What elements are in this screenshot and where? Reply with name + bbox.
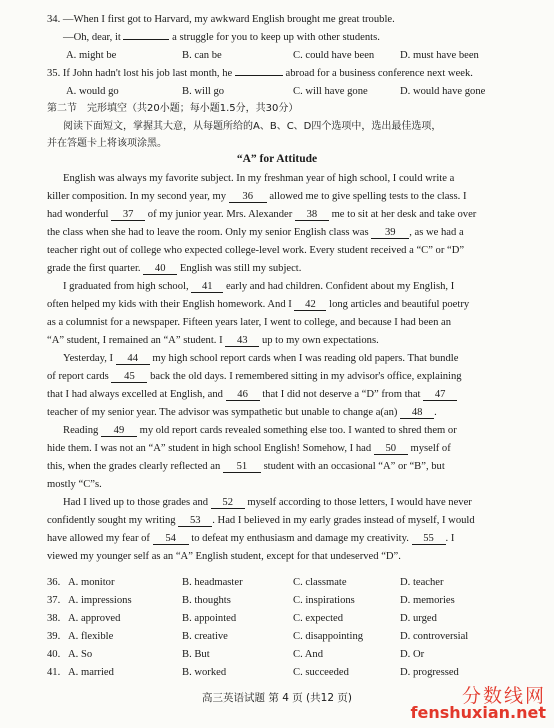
p4-line2: hide them. I was not an “A” student in high school English! Somehow, I had 50 myself of	[47, 443, 451, 454]
option-d: D. controversial	[400, 631, 469, 642]
page-footer: 高三英语试题 第 4 页 (共12 页)	[202, 692, 352, 704]
option-b: B. But	[182, 649, 210, 660]
option-d: D. memories	[400, 595, 455, 606]
p4-line1: Reading 49 my old report cards revealed something else too. I wanted to shred them or	[63, 425, 457, 436]
option-d: D. Or	[400, 649, 425, 660]
option-d: D. progressed	[400, 667, 459, 678]
q34-stem: 34. —When I first got to Harvard, my awkward English brought me great trouble.	[47, 14, 395, 25]
p3-line2: of report cards 45 back the old days. I remembered sitting in my advisor's office, explaining	[47, 371, 462, 382]
p5-line1: Had I lived up to those grades and 52 myself according to those letters, I would have never	[63, 497, 472, 508]
blank-50: 50	[374, 443, 408, 455]
blank-42: 42	[294, 299, 326, 311]
section-header: 第二节 完形填空（共20小题；每小题1.5分，共30分）	[47, 103, 299, 114]
option-c: C. disappointing	[293, 631, 364, 642]
blank-36: 36	[229, 191, 267, 203]
option-b: B. appointed	[182, 613, 237, 624]
option-b: B. thoughts	[182, 595, 231, 606]
option-number: 41.	[47, 667, 61, 678]
p5-line3: have allowed my fear of 54 to defeat my enthusiasm and damage my creativity. 55 . I	[47, 533, 455, 544]
q35-blank	[235, 75, 283, 76]
blank-53: 53	[178, 515, 212, 527]
blank-43: 43	[225, 335, 259, 347]
blank-41: 41	[191, 281, 223, 293]
q35-option-b: B. will go	[182, 86, 225, 97]
p1-line1: English was always my favorite subject. In my freshman year of high school, I could write a	[63, 173, 455, 184]
option-a: A. approved	[68, 613, 121, 624]
blank-39: 39	[371, 227, 409, 239]
p3-line1: Yesterday, I 44 my high school report cards when I was reading old papers. That bundle	[63, 353, 459, 364]
q34-option-d: D. must have been	[400, 50, 479, 61]
option-b: B. creative	[182, 631, 228, 642]
option-c: C. And	[293, 649, 324, 660]
q35-option-c: C. will have gone	[293, 86, 368, 97]
blank-54: 54	[153, 533, 189, 545]
p5-line4: viewed my younger self as an “A” English student, except for that undeserved “D”.	[47, 551, 401, 562]
passage-title: “A” for Attitude	[236, 153, 318, 165]
p2-line4: “A” student, I remained an “A” student. I 43 up to my own expectations.	[47, 335, 379, 346]
p4-line4: mostly “C”s.	[47, 479, 102, 490]
q35-stem: 35. If John hadn't lost his job last month, he abroad for a business conference next week.	[47, 68, 473, 79]
q34-option-b: B. can be	[182, 50, 222, 61]
p4-line3: this, when the grades clearly reflected an 51 student with an occasional “A” or “B”, but	[47, 461, 445, 472]
option-c: C. inspirations	[293, 595, 355, 606]
p5-line2: confidently sought my writing 53 . Had I believed in my early grades instead of myself, I would	[47, 515, 475, 526]
blank-48: 48	[400, 407, 434, 419]
p1-line5: teacher right out of college who expected college-level work. Every student received a “C” or “D”	[47, 245, 465, 256]
option-number: 39.	[47, 631, 61, 642]
blank-51: 51	[223, 461, 261, 473]
option-c: C. expected	[293, 613, 344, 624]
option-c: C. classmate	[293, 577, 347, 588]
p1-line4: the class when she had to leave the room. Only my senior English class was 39 , as we had a	[47, 227, 464, 238]
blank-37: 37	[111, 209, 145, 221]
option-a: A. So	[68, 649, 93, 660]
watermark-cn: 分数线网	[461, 685, 546, 707]
option-c: C. succeeded	[293, 667, 349, 678]
p2-line2: often helped my kids with their English homework. And I 42 long articles and beautiful poetry	[47, 299, 470, 310]
option-number: 40.	[47, 649, 61, 660]
option-d: D. teacher	[400, 577, 444, 588]
p1-line6: grade the first quarter. 40 English was still my subject.	[47, 263, 302, 274]
blank-52: 52	[211, 497, 245, 509]
p3-line3: that I had always excelled at English, and 46 that I did not deserve a “D” from that 47	[47, 388, 457, 401]
q34-blank	[123, 39, 169, 40]
section-instructions-1: 阅读下面短文，掌握其大意，从每题所给的A、B、C、D四个选项中，选出最佳选项，	[63, 121, 442, 132]
blank-44: 44	[116, 353, 150, 365]
blank-49: 49	[101, 425, 137, 437]
option-number: 38.	[47, 613, 61, 624]
option-number: 37.	[47, 595, 61, 606]
p1-line2: killer composition. In my second year, my 36 allowed me to give spelling tests to the class. I	[47, 191, 467, 202]
blank-46: 46	[226, 389, 260, 401]
blank-47: 47	[423, 389, 457, 401]
option-d: D. urged	[400, 613, 437, 624]
option-b: B. worked	[182, 667, 227, 678]
q34-option-c: C. could have been	[293, 50, 375, 61]
p2-line1: I graduated from high school, 41 early and had children. Confident about my English, I	[63, 281, 455, 292]
blank-38: 38	[295, 209, 329, 221]
option-a: A. monitor	[68, 577, 115, 588]
q34-option-a: A. might be	[66, 50, 117, 61]
option-a: A. impressions	[68, 595, 132, 606]
q35-option-a: A. would go	[66, 86, 119, 97]
option-a: A. flexible	[68, 631, 114, 642]
p2-line3: as a columnist for a newspaper. Fifteen years later, I went to college, and because I had been an	[47, 317, 452, 328]
p1-line3: had wonderful 37 of my junior year. Mrs. Alexander 38 me to sit at her desk and take over	[47, 209, 477, 220]
section-instructions-2: 并在答题卡上将该项涂黑。	[47, 138, 167, 149]
p3-line4: teacher of my senior year. The advisor was sympathetic but unable to change a(an) 48 .	[47, 407, 437, 418]
q35-option-d: D. would have gone	[400, 86, 486, 97]
q34-line2: —Oh, dear, it a struggle for you to keep up with other students.	[63, 32, 380, 43]
blank-55: 55	[412, 533, 446, 545]
watermark-url: fenshuxian.net	[410, 703, 546, 722]
blank-40: 40	[143, 263, 177, 275]
option-number: 36.	[47, 577, 61, 588]
option-b: B. headmaster	[182, 577, 243, 588]
option-a: A. married	[68, 667, 114, 678]
blank-45: 45	[111, 371, 147, 383]
